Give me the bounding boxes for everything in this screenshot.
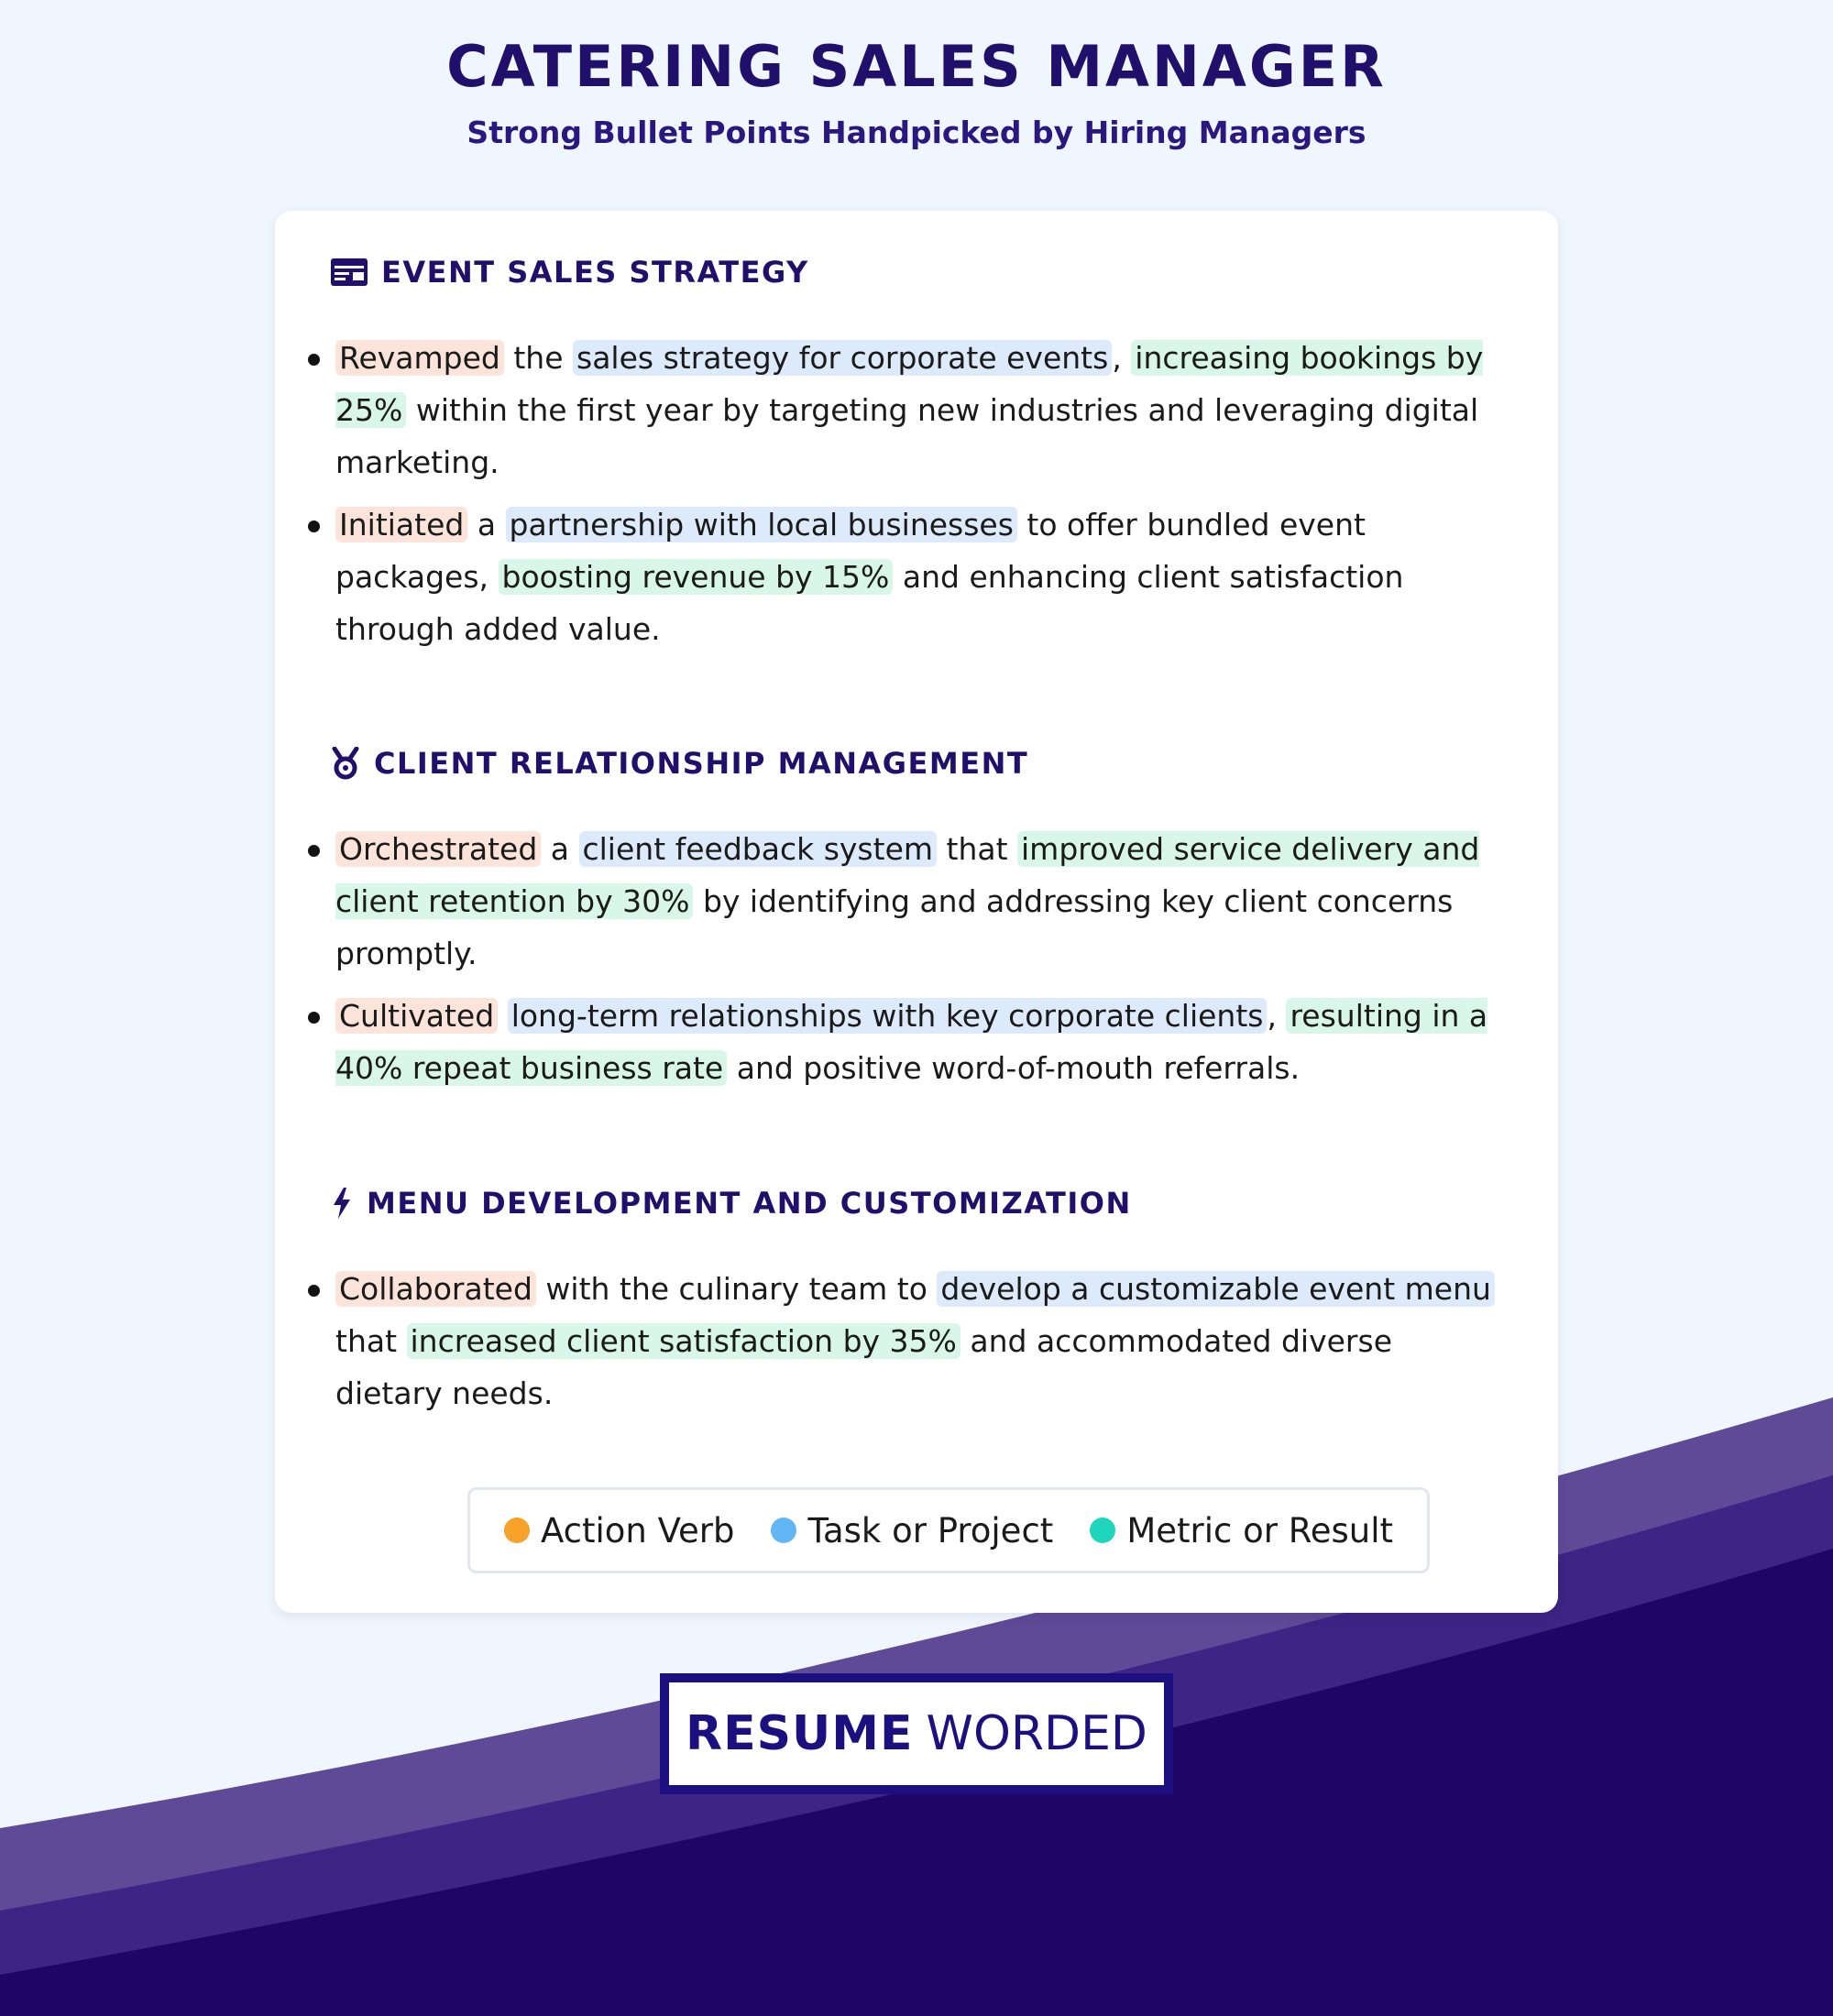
legend-label: Task or Project <box>807 1510 1054 1550</box>
page-title: CATERING SALES MANAGER <box>446 33 1387 100</box>
medal-icon <box>328 742 363 784</box>
legend-item-metric <box>1090 1511 1393 1550</box>
action-verb-highlight: Initiated <box>335 507 467 542</box>
page-header <box>0 0 1833 150</box>
bullet-list <box>335 1263 1509 1430</box>
section-title: EVENT SALES STRATEGY <box>381 255 809 290</box>
resume-worded-logo[interactable] <box>660 1673 1173 1794</box>
metric-highlight: resulting in a 40% repeat business rate <box>335 998 1488 1086</box>
bullet-text: and enhancing client satisfaction through added value. <box>335 559 1404 647</box>
logo-bold-text: RESUME <box>686 1706 914 1761</box>
bullet-list <box>335 823 1509 1104</box>
bullet-text: a <box>467 507 506 542</box>
bullet-item <box>335 823 1509 980</box>
task-highlight: sales strategy for corporate events <box>573 340 1112 376</box>
legend-item-action-verb <box>504 1511 735 1550</box>
bullet-text: , <box>1112 340 1132 376</box>
action-verb-highlight: Collaborated <box>335 1271 536 1307</box>
section-header <box>328 249 809 295</box>
bullet-text: that <box>335 1323 407 1359</box>
bullet-text: by identifying and addressing key client concerns promptly. <box>335 883 1454 971</box>
legend-dot <box>1090 1517 1115 1543</box>
legend-label: Metric or Result <box>1126 1510 1394 1550</box>
task-highlight: long-term relationships with key corporate clients <box>508 998 1268 1034</box>
section-title: CLIENT RELATIONSHIP MANAGEMENT <box>374 746 1029 781</box>
legend-label: Action Verb <box>540 1510 735 1550</box>
bullet-text: , <box>1267 998 1287 1034</box>
bullet-text: that <box>937 831 1018 867</box>
section-header <box>328 740 1028 786</box>
section-title: MENU DEVELOPMENT AND CUSTOMIZATION <box>367 1186 1132 1221</box>
bullet-text: the <box>503 340 573 376</box>
metric-highlight: increasing bookings by 25% <box>335 340 1484 428</box>
action-verb-highlight: Revamped <box>335 340 504 376</box>
action-verb-highlight: Orchestrated <box>335 831 541 867</box>
page-subtitle: Strong Bullet Points Handpicked by Hiring Managers <box>466 115 1367 150</box>
metric-highlight: boosting revenue by 15% <box>499 559 894 595</box>
bullet-item <box>335 499 1509 655</box>
legend-dot <box>504 1517 530 1543</box>
bullet-text: and positive word-of-mouth referrals. <box>727 1050 1301 1086</box>
bullet-text: a <box>541 831 579 867</box>
bullet-item <box>335 1263 1509 1419</box>
highlight-legend <box>467 1487 1430 1573</box>
bullet-list <box>335 332 1509 665</box>
legend-item-task <box>771 1511 1053 1550</box>
bullet-points-card <box>275 211 1558 1613</box>
metric-highlight: improved service delivery and client retention by 30% <box>335 831 1480 919</box>
bullet-text: to offer bundled event packages, <box>335 507 1366 595</box>
action-verb-highlight: Cultivated <box>335 998 498 1034</box>
legend-dot <box>771 1517 796 1543</box>
task-highlight: partnership with local businesses <box>506 507 1017 542</box>
bullet-text: with the culinary team to <box>535 1271 938 1307</box>
task-highlight: develop a customizable event menu <box>937 1271 1495 1307</box>
task-highlight: client feedback system <box>579 831 938 867</box>
bullet-text: and accommodated diverse dietary needs. <box>335 1323 1392 1411</box>
metric-highlight: increased client satisfaction by 35% <box>407 1323 960 1359</box>
bullet-text <box>498 998 508 1034</box>
section-header <box>328 1180 1132 1226</box>
bullet-item <box>335 332 1509 488</box>
bullet-item <box>335 990 1509 1094</box>
bullet-text: within the first year by targeting new industries and leveraging digital marketing. <box>335 392 1479 480</box>
id-card-icon <box>328 251 370 293</box>
logo-light-text: WORDED <box>926 1706 1147 1761</box>
lightning-icon <box>328 1182 356 1224</box>
